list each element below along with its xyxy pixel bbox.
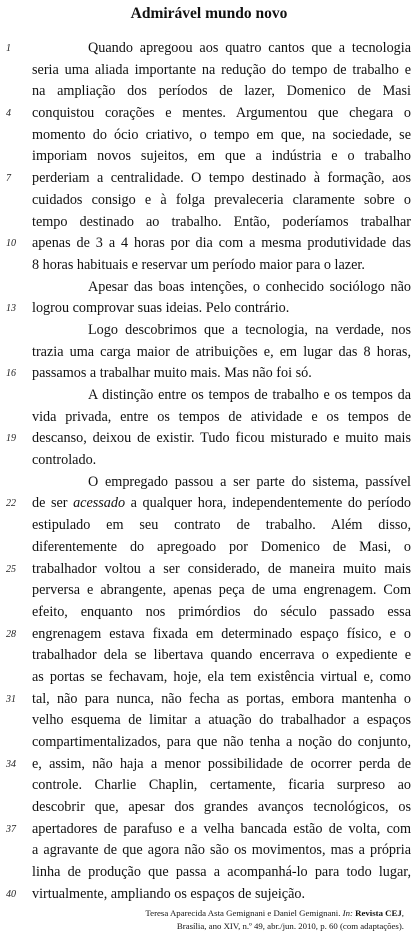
- text-line: [0, 493, 418, 515]
- line-text: velho esquema de limitar a atuação do trabalhador a espaços: [32, 712, 411, 729]
- text-line: [0, 775, 418, 797]
- line-text: trazia uma carga maior de atribuições e, em lugar das 8 horas,: [32, 343, 411, 360]
- text-line: [0, 862, 418, 884]
- line-number: 7: [6, 173, 11, 185]
- text-line: [0, 797, 418, 819]
- document-title: Admirável mundo novo: [130, 5, 288, 22]
- line-text: controlado.: [32, 452, 97, 469]
- text-line: [0, 212, 418, 234]
- line-text: compartimentalizados, para que não tenha a noção do conjunto,: [32, 734, 411, 750]
- text-line: [0, 450, 418, 472]
- line-text: Apesar das boas intenções, o conhecido sociólogo não: [88, 278, 411, 295]
- text-line: [0, 580, 418, 602]
- text-line: [0, 320, 418, 342]
- text-line: [0, 428, 418, 450]
- line-text: vida privada, entre os tempos de atividade e os tempos de: [32, 408, 411, 425]
- line-text: perderiam a centralidade. O tempo destinado à formação, aos: [32, 170, 411, 187]
- text-line: [0, 168, 418, 190]
- line-number: 37: [6, 823, 16, 835]
- line-number: 25: [6, 563, 16, 575]
- text-line: [0, 125, 418, 147]
- line-number: 34: [6, 758, 16, 770]
- text-line: [0, 689, 418, 711]
- text-line: [0, 407, 418, 429]
- text-line: [0, 710, 418, 732]
- line-text: a agravante de que agora não são os movimentos, mas a própria: [32, 842, 411, 859]
- line-text: estipulado em seu contrato de trabalho. Além disso,: [32, 517, 411, 534]
- text-line: [0, 754, 418, 776]
- line-number: 4: [6, 108, 11, 120]
- line-text: de ser acessado a qualquer hora, independentemente do período: [32, 495, 411, 512]
- line-number: 10: [6, 238, 16, 250]
- line-text: controle. Charlie Chaplin, certamente, ficaria surpreso ao: [32, 777, 411, 794]
- line-number: 1: [6, 43, 11, 54]
- line-text: diferentemente do apregoado por Domenico de Masi, o: [32, 538, 411, 555]
- text-line: [0, 81, 418, 103]
- line-number: 16: [6, 368, 16, 380]
- text-line: [0, 840, 418, 862]
- line-text: trabalhador dela se libertava quando encerrava o expediente e: [32, 647, 411, 664]
- line-text: 8 horas habituais e reservar um período maior para o lazer.: [32, 256, 365, 273]
- text-line: [0, 255, 418, 277]
- text-line: [0, 146, 418, 168]
- line-text: imporiam novos sujeitos, em que a indústria e o trabalho: [32, 148, 411, 165]
- line-text: tal, não para nunca, não fecha as portas, embora mantenha o: [32, 690, 411, 707]
- line-number: 22: [6, 498, 16, 510]
- line-text: trabalhador voltou a ser considerado, de maneira muito mais: [32, 560, 411, 577]
- text-line: [0, 602, 418, 624]
- line-text: as portas se fechavam, hoje, ela tem existência virtual e, como: [32, 668, 411, 685]
- text-line: [0, 190, 418, 212]
- article-body: [0, 38, 418, 906]
- line-text: apenas de 3 a 4 horas por dia com a mesma produtividade das: [32, 235, 411, 252]
- text-line: [0, 884, 418, 906]
- text-line: [0, 537, 418, 559]
- line-text: perversa e abrangente, apenas peça de uma engrenagem. Com: [32, 582, 411, 599]
- text-line: [0, 38, 418, 60]
- text-line: [0, 624, 418, 646]
- text-line: [0, 559, 418, 581]
- text-line: [0, 342, 418, 364]
- source-journal: Revista CEJ: [355, 908, 402, 918]
- line-text: apertadores de parafuso e a velha bancada estão de volta, com: [32, 820, 411, 837]
- line-text: e, assim, não haja a menor possibilidade de ocorrer perda de: [32, 755, 411, 772]
- source-authors: Teresa Aparecida Asta Gemignani e Daniel Gemignani.: [145, 908, 341, 918]
- line-text: momento do ócio criativo, o tempo em que, na sociedade, se: [32, 126, 411, 143]
- source-citation-line-1: Teresa Aparecida Asta Gemignani e Daniel Gemignani. In: Revista CEJ,: [145, 908, 404, 918]
- line-text: na ampliação dos períodos de lazer, Domenico de Masi: [32, 83, 411, 100]
- text-line: [0, 515, 418, 537]
- text-line: [0, 60, 418, 82]
- line-text: efeito, enquanto nos primórdios do século passado essa: [32, 603, 411, 620]
- line-text: descanso, deixou de existir. Tudo ficou misturado e muito mais: [32, 430, 411, 447]
- line-text: linha de produção que passa a acompanhá-lo para todo lugar,: [32, 864, 411, 881]
- line-text: virtualmente, ampliando os espaços de sujeição.: [32, 885, 306, 902]
- line-text: passamos a trabalhar muito mais. Mas não foi só.: [32, 365, 312, 382]
- text-line: [0, 277, 418, 299]
- source-in-label: In:: [342, 908, 353, 918]
- text-line: [0, 298, 418, 320]
- text-line: [0, 103, 418, 125]
- line-text: cuidados consigo e à folga prevaleceria claramente sobre o: [32, 191, 411, 208]
- line-text: seria uma aliada importante na redução do tempo de trabalho e: [32, 61, 411, 78]
- line-number: 40: [6, 888, 16, 900]
- line-number: 31: [6, 693, 16, 705]
- text-line: [0, 819, 418, 841]
- line-text: O empregado passou a ser parte do sistema, passível: [88, 473, 411, 490]
- text-line: [0, 385, 418, 407]
- line-number: 28: [6, 628, 16, 640]
- line-text: Quando apregoou aos quatro cantos que a tecnologia: [88, 40, 411, 56]
- line-text: Logo descobrimos que a tecnologia, na verdade, nos: [88, 321, 411, 338]
- text-line: [0, 732, 418, 754]
- line-text: engrenagem estava fixada em determinado espaço físico, e o: [32, 625, 411, 642]
- line-text: logrou comprovar suas ideias. Pelo contrário.: [32, 300, 290, 317]
- line-number: 13: [6, 303, 16, 315]
- line-text: descobrir que, apesar dos grandes avanços tecnológicos, os: [32, 799, 411, 816]
- italic-word: acessado: [73, 495, 126, 512]
- source-citation-line-2: Brasília, ano XIV, n.º 49, abr./jun. 2010, p. 60 (com adaptações).: [176, 921, 404, 931]
- line-text: tempo destinado ao trabalho. Então, poderíamos trabalhar: [32, 213, 411, 230]
- text-line: [0, 363, 418, 385]
- line-number: 19: [6, 433, 16, 445]
- text-line: [0, 233, 418, 255]
- text-line: [0, 645, 418, 667]
- line-text: A distinção entre os tempos de trabalho e os tempos da: [88, 387, 411, 403]
- text-line: [0, 472, 418, 494]
- text-line: [0, 667, 418, 689]
- line-text: conquistou corações e mentes. Argumentou que chegara o: [32, 105, 411, 122]
